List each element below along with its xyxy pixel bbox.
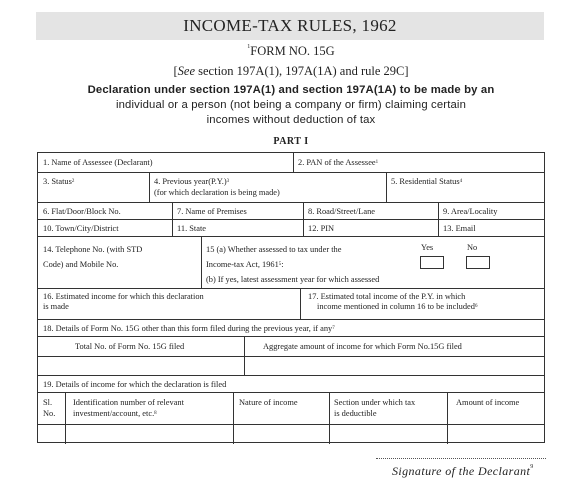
see-reference xyxy=(0,64,582,79)
col-rule xyxy=(149,172,150,202)
field-17-line-1: 17. Estimated total income of the P.Y. in which xyxy=(308,292,466,301)
declaration-heading xyxy=(74,83,508,128)
field-19-income-details: 19. Details of income for which the declaration is filed xyxy=(43,380,227,389)
field-18-other-forms xyxy=(43,323,335,334)
field-17-footnote: 6 xyxy=(474,304,478,309)
field-14-telephone xyxy=(43,242,142,272)
field-9-area-locality: 9. Area/Locality xyxy=(443,207,498,216)
field-18-aggregate-header: Aggregate amount of income for which Form No.15G filed xyxy=(263,342,462,351)
table-19-slno-line-2: No. xyxy=(43,409,56,418)
field-5-footnote: 4 xyxy=(459,179,463,184)
field-15-footnote: 5 xyxy=(278,262,282,267)
field-15-no-label: No xyxy=(467,243,478,252)
table-19-identification-footnote: 8 xyxy=(154,411,157,416)
col-rule xyxy=(300,288,301,319)
field-6-flat-door: 6. Flat/Door/Block No. xyxy=(43,207,121,216)
field-15-assessed-to-tax xyxy=(206,242,341,272)
row-rule xyxy=(38,236,544,237)
field-2-label: 2. PAN of the Assessee xyxy=(298,158,376,167)
field-13-email: 13. Email xyxy=(443,224,476,233)
field-3-status xyxy=(43,176,74,187)
see-open-bracket: [ xyxy=(173,64,178,78)
table-19-slno-line-1: Sl. xyxy=(43,398,53,407)
row-rule xyxy=(38,356,544,357)
field-15-no-checkbox[interactable] xyxy=(466,256,490,269)
row-rule xyxy=(38,392,544,393)
see-sections: section 197A(1), 197A(1A) and rule 29C] xyxy=(195,64,409,78)
signature-line xyxy=(376,458,546,459)
row-rule xyxy=(38,319,544,320)
declaration-line-3: incomes without deduction of tax xyxy=(206,114,376,126)
row-rule xyxy=(38,424,544,425)
field-4-label: 4. Previous year(P.Y.) xyxy=(154,177,227,186)
field-4-footnote: 3 xyxy=(226,179,230,184)
table-19-section-line-2: is deductible xyxy=(334,409,377,418)
field-17-estimated-total-income xyxy=(308,292,477,312)
field-15-yes-label: Yes xyxy=(421,243,434,252)
table-19-slno-header xyxy=(43,397,55,419)
table-19-amount-header: Amount of income xyxy=(456,398,520,407)
col-rule xyxy=(244,336,245,375)
field-12-pin: 12. PIN xyxy=(308,224,335,233)
table-19-identification-line-2: investment/account, etc. xyxy=(73,409,155,418)
row-rule xyxy=(38,172,544,173)
signature-label xyxy=(392,464,534,479)
table-19-section-line-1: Section under which tax xyxy=(334,398,416,407)
declaration-line-2: individual or a person (not being a company or firm) claiming certain xyxy=(115,99,467,111)
see-word: See xyxy=(177,64,196,78)
col-rule xyxy=(329,392,330,444)
col-rule xyxy=(303,202,304,236)
table-19-identification-header xyxy=(73,397,184,419)
row-rule xyxy=(38,375,544,376)
col-rule xyxy=(65,392,66,444)
field-10-town-city: 10. Town/City/District xyxy=(43,224,119,233)
field-2-pan xyxy=(298,157,378,168)
field-15-colon: : xyxy=(281,260,284,269)
field-8-road-street: 8. Road/Street/Lane xyxy=(308,207,375,216)
field-5-label: 5. Residential Status xyxy=(391,177,460,186)
part-label: PART I xyxy=(273,136,309,147)
rules-title-banner xyxy=(36,12,544,40)
field-3-label: 3. Status xyxy=(43,177,72,186)
declaration-line-1: Declaration under section 197A(1) and section 197A(1A) to be made by an xyxy=(87,84,495,96)
signature-text: Signature of the Declarant xyxy=(392,464,531,478)
col-rule xyxy=(293,153,294,172)
field-16-line-2: is made xyxy=(43,302,69,311)
col-rule xyxy=(172,202,173,236)
field-3-footnote: 2 xyxy=(71,179,75,184)
field-15-line-1: 15 (a) Whether assessed to tax under the xyxy=(206,245,342,254)
row-rule xyxy=(38,219,544,220)
col-rule xyxy=(233,392,234,444)
field-2-footnote: 1 xyxy=(375,160,379,165)
col-rule xyxy=(201,236,202,288)
field-15b-latest-assessment-year: (b) If yes, latest assessment year for which assessed xyxy=(206,275,380,284)
form-number-footnote: 1 xyxy=(247,44,251,50)
field-14-line-2: Code) and Mobile No. xyxy=(43,260,119,269)
table-19-identification-line-1: Identification number of relevant xyxy=(73,398,184,407)
field-18-footnote: 7 xyxy=(332,326,335,331)
field-18-label: 18. Details of Form No. 15G other than this form filed during the previous year, if any xyxy=(43,324,333,333)
field-17-line-2: income mentioned in column 16 to be included xyxy=(317,302,475,311)
field-4-note: (for which declaration is being made) xyxy=(154,188,280,197)
col-rule xyxy=(447,392,448,444)
field-15-line-2: Income-tax Act, 1961 xyxy=(206,260,279,269)
col-rule xyxy=(438,202,439,236)
form-number: FORM NO. 15G xyxy=(250,44,335,58)
form-number-line xyxy=(0,44,582,59)
field-15-yes-checkbox[interactable] xyxy=(420,256,444,269)
field-16-line-1: 16. Estimated income for which this declaration xyxy=(43,292,204,301)
field-1-name-of-assessee: 1. Name of Assessee (Declarant) xyxy=(43,158,153,167)
rules-title: INCOME-TAX RULES, 1962 xyxy=(183,16,397,35)
field-5-residential-status xyxy=(391,176,462,187)
row-rule xyxy=(38,288,544,289)
field-18-total-forms-header: Total No. of Form No. 15G filed xyxy=(75,342,185,351)
row-rule xyxy=(38,202,544,203)
table-19-nature-header: Nature of income xyxy=(239,398,298,407)
field-7-premises: 7. Name of Premises xyxy=(177,207,247,216)
table-19-section-header xyxy=(334,397,415,419)
form-grid xyxy=(37,152,545,443)
row-rule xyxy=(38,336,544,337)
col-rule xyxy=(386,172,387,202)
field-14-line-1: 14. Telephone No. (with STD xyxy=(43,245,143,254)
field-16-estimated-income xyxy=(43,292,204,312)
signature-footnote: 9 xyxy=(530,464,534,470)
field-4-previous-year xyxy=(154,176,280,198)
field-11-state: 11. State xyxy=(177,224,206,233)
